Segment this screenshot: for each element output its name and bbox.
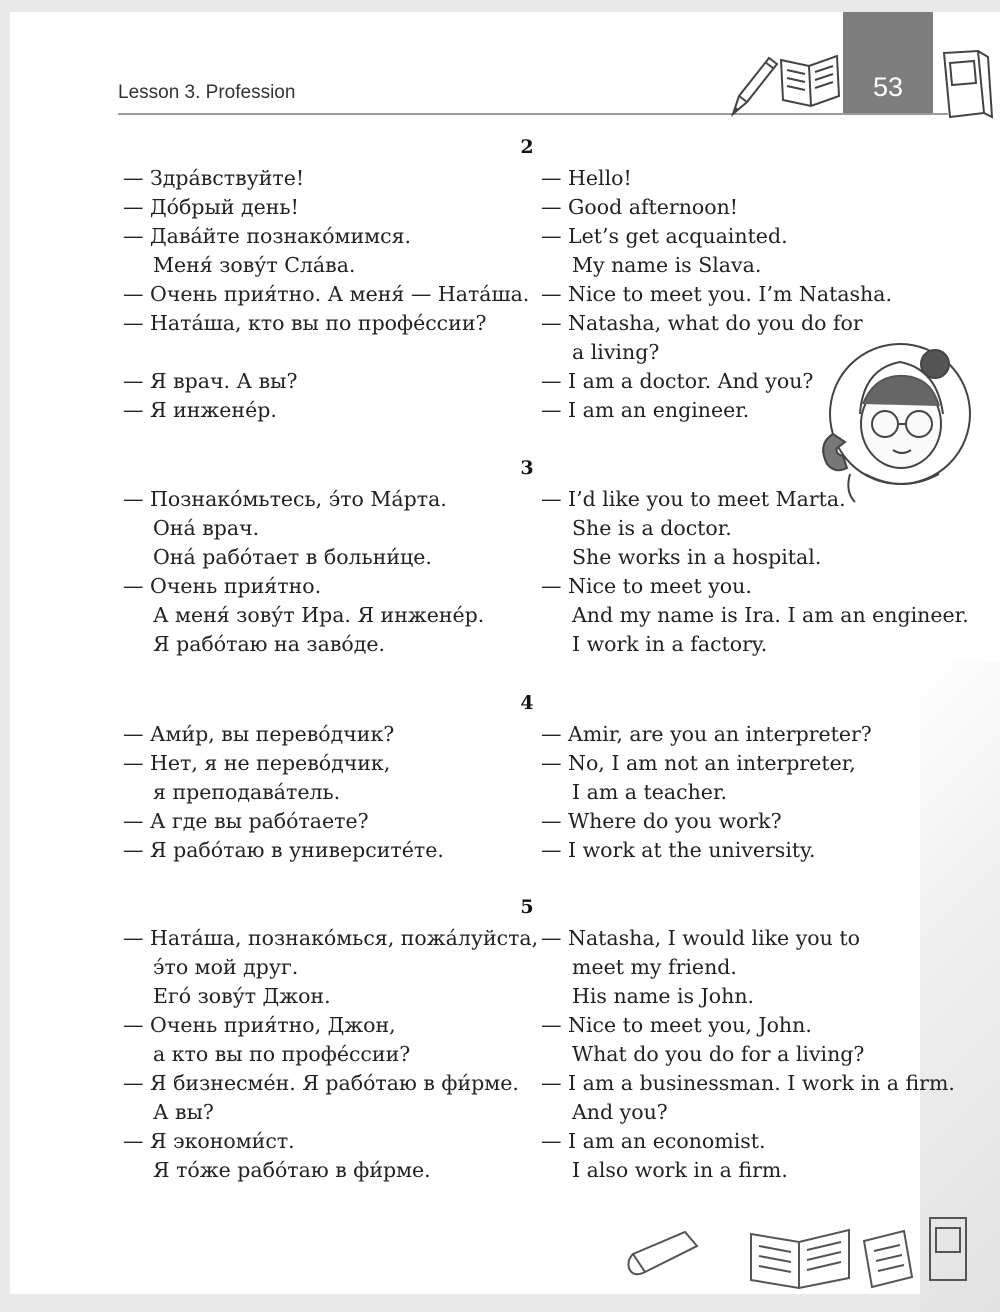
ru-line: Я то́же рабо́таю в фи́рме.: [153, 1158, 431, 1182]
en-line: — I work at the university.: [541, 838, 816, 862]
ru-line: Она́ рабо́тает в больни́це.: [153, 545, 432, 569]
en-line: — Good afternoon!: [541, 195, 739, 219]
ru-line: — Ната́ша, познако́мься, пожа́луйста,: [123, 926, 539, 950]
scroll-icon: [625, 1224, 705, 1284]
ru-line: а кто вы по профе́ссии?: [153, 1042, 411, 1066]
en-line: She is a doctor.: [572, 516, 732, 540]
en-line: His name is John.: [572, 984, 755, 1008]
ru-line: А вы?: [153, 1100, 214, 1124]
en-line: — Let’s get acquainted.: [541, 224, 788, 248]
ru-line: — А где вы рабо́таете?: [123, 809, 369, 833]
en-line: — Natasha, I would like you to: [541, 926, 860, 950]
page-number: 53: [843, 12, 933, 113]
ru-line: — Я инжене́р.: [123, 398, 277, 422]
header-divider: [118, 113, 948, 115]
ru-line: — Очень прия́тно.: [123, 574, 322, 598]
en-line: What do you do for a living?: [572, 1042, 865, 1066]
en-line: — I’d like you to meet Marta.: [541, 487, 846, 511]
en-line: a living?: [572, 340, 660, 364]
ru-line: — Очень прия́тно, Джон,: [123, 1013, 396, 1037]
en-line: She works in a hospital.: [572, 545, 822, 569]
ru-line: А меня́ зову́т Ира. Я инжене́р.: [153, 603, 485, 627]
en-line: — I am a businessman. I work in a firm.: [541, 1071, 955, 1095]
ru-line: — Дава́йте познако́мимся.: [123, 224, 412, 248]
en-line: I work in a factory.: [572, 632, 768, 656]
en-line: — I am an engineer.: [541, 398, 750, 422]
ru-line: — Я врач. А вы?: [123, 369, 298, 393]
ru-line: — До́брый день!: [123, 195, 299, 219]
ru-line: — Познако́мьтесь, э́то Ма́рта.: [123, 487, 447, 511]
en-line: — Nice to meet you.: [541, 574, 752, 598]
open-book-bottom-icon: [745, 1222, 855, 1292]
ru-line: Его́ зову́т Джон.: [153, 984, 331, 1008]
ru-line: — Я рабо́таю в университе́те.: [123, 838, 444, 862]
ru-line: — Нет, я не перево́дчик,: [123, 751, 391, 775]
en-line: — Hello!: [541, 166, 632, 190]
en-line: — Nice to meet you, John.: [541, 1013, 812, 1037]
ru-line: Я рабо́таю на заво́де.: [153, 632, 385, 656]
en-line: — Natasha, what do you do for: [541, 311, 863, 335]
open-book-icon: [775, 50, 845, 112]
ru-line: — Очень прия́тно. А меня́ — Ната́ша.: [123, 282, 530, 306]
en-line: I am a teacher.: [572, 780, 728, 804]
en-line: — I am a doctor. And you?: [541, 369, 814, 393]
pen-icon: [725, 50, 780, 120]
en-line: meet my friend.: [572, 955, 737, 979]
ru-line: — Здра́вствуйте!: [123, 166, 305, 190]
textbook-page: [10, 12, 1000, 1294]
en-line: My name is Slava.: [572, 253, 762, 277]
notebook-icon: [938, 47, 993, 122]
en-line: I also work in a firm.: [572, 1158, 788, 1182]
ru-line: Меня́ зову́т Сла́ва.: [153, 253, 356, 277]
ru-line: — Ната́ша, кто вы по профе́ссии?: [123, 311, 487, 335]
ru-line: Она́ врач.: [153, 516, 260, 540]
en-line: And you?: [572, 1100, 668, 1124]
ru-line: — Ами́р, вы перево́дчик?: [123, 722, 395, 746]
en-line: — Where do you work?: [541, 809, 782, 833]
en-line: — I am an economist.: [541, 1129, 766, 1153]
tablet-bottom-icon: [922, 1212, 977, 1287]
en-line: And my name is Ira. I am an engineer.: [572, 603, 969, 627]
note-card-icon: [858, 1227, 918, 1292]
lesson-title: Lesson 3. Profession: [118, 82, 296, 103]
en-line: — No, I am not an interpreter,: [541, 751, 856, 775]
section-number: 3: [520, 457, 534, 479]
en-line: — Amir, are you an interpreter?: [541, 722, 872, 746]
en-line: — Nice to meet you. I’m Natasha.: [541, 282, 893, 306]
section-number: 5: [520, 896, 534, 918]
ru-line: э́то мой друг.: [153, 955, 299, 979]
section-number: 2: [520, 136, 534, 158]
ru-line: — Я экономи́ст.: [123, 1129, 295, 1153]
ru-line: я преподава́тель.: [153, 780, 341, 804]
ru-line: — Я бизнесме́н. Я рабо́таю в фи́рме.: [123, 1071, 519, 1095]
section-number: 4: [520, 692, 534, 714]
